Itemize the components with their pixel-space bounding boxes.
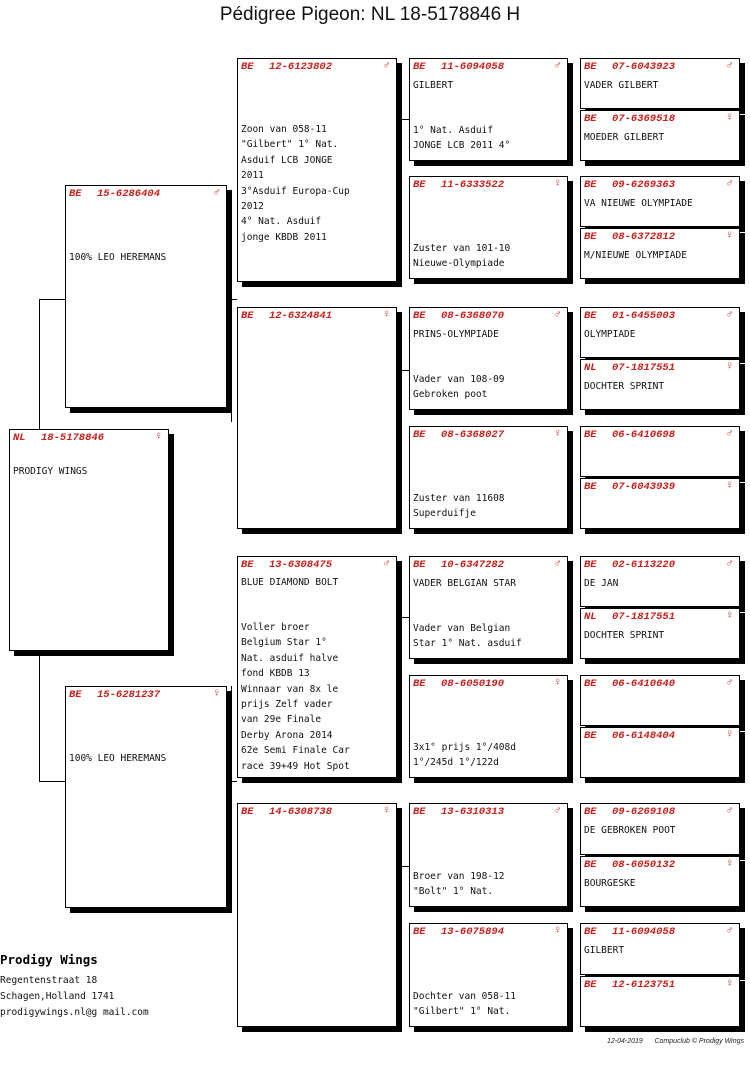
country-code: BE — [413, 678, 426, 690]
pedigree-card-gen4[interactable] — [580, 478, 740, 529]
ring-header — [241, 559, 390, 572]
pedigree-card-grandsire-paternal[interactable] — [237, 58, 397, 282]
pedigree-card-gen4[interactable] — [580, 856, 740, 907]
pigeon-name: PRODIGY WINGS — [13, 466, 88, 477]
female-symbol-icon: ♀ — [726, 480, 733, 492]
country-code: BE — [584, 559, 597, 571]
ring-number: 01-6455003 — [612, 310, 676, 322]
pigeon-name: BLUE DIAMOND BOLT — [241, 577, 339, 588]
country-code: BE — [584, 926, 597, 938]
country-code: BE — [241, 310, 254, 322]
ring-number: 11-6094058 — [441, 61, 505, 73]
pedigree-card-gen3[interactable] — [409, 803, 568, 907]
pedigree-card-gen4[interactable] — [580, 556, 740, 607]
pedigree-card-gen4[interactable] — [580, 675, 740, 726]
ring-header — [69, 689, 220, 702]
country-code: BE — [584, 231, 597, 243]
breeder-email: prodigywings.nl@g mail.com — [0, 1007, 149, 1018]
pigeon-name: DOCHTER SPRINT — [584, 381, 665, 392]
ring-header — [584, 730, 733, 743]
pigeon-name: 100% LEO HEREMANS — [69, 252, 167, 263]
pigeon-info: Broer van 198-12 "Bolt" 1° Nat. — [413, 871, 505, 898]
ring-number: 09-6269108 — [612, 806, 676, 818]
page-title: Pédigree Pigeon: NL 18-5178846 H — [219, 4, 521, 25]
ring-number: 12-6123751 — [612, 979, 676, 991]
female-symbol-icon: ♀ — [213, 688, 220, 700]
pigeon-name: VA NIEUWE OLYMPIADE — [584, 198, 693, 209]
ring-number: 11-6333522 — [441, 179, 505, 191]
male-symbol-icon: ♂ — [726, 558, 733, 570]
country-code: NL — [584, 362, 597, 374]
connector-line — [231, 282, 232, 422]
breeder-name: Prodigy Wings — [0, 952, 98, 967]
pigeon-name: 100% LEO HEREMANS — [69, 753, 167, 764]
pedigree-card-gen4[interactable] — [580, 426, 740, 477]
ring-number: 14-6308738 — [269, 806, 333, 818]
ring-header — [413, 179, 561, 192]
female-symbol-icon: ♀ — [726, 610, 733, 622]
country-code: BE — [413, 926, 426, 938]
male-symbol-icon: ♂ — [554, 309, 561, 321]
country-code: BE — [584, 179, 597, 191]
female-symbol-icon: ♀ — [383, 805, 390, 817]
pedigree-card-gen4[interactable] — [580, 110, 740, 161]
pedigree-card-gen3[interactable] — [409, 426, 568, 529]
male-symbol-icon: ♂ — [554, 805, 561, 817]
connector-line — [39, 299, 65, 300]
ring-header — [584, 806, 733, 819]
pigeon-name: PRINS-OLYMPIADE — [413, 329, 499, 340]
ring-header — [584, 61, 733, 74]
pedigree-card-gen3[interactable] — [409, 923, 568, 1027]
pedigree-card-gen4[interactable] — [580, 803, 740, 855]
ring-number: 13-6310313 — [441, 806, 505, 818]
pigeon-info: 3x1° prijs 1°/408d 1°/245d 1°/122d — [413, 742, 516, 769]
country-code: BE — [584, 481, 597, 493]
country-code: NL — [584, 611, 597, 623]
ring-number: 06-6148404 — [612, 730, 676, 742]
pedigree-card-gen4[interactable] — [580, 727, 740, 778]
male-symbol-icon: ♂ — [726, 178, 733, 190]
pigeon-info: Zoon van 058-11 "Gilbert" 1° Nat. Asduif LCB JONGE 2011 3°Asduif Europa-Cup 2012 4° Nat. Asduif jonge KBDB 2011 — [241, 124, 350, 243]
ring-number: 07-6043939 — [612, 481, 676, 493]
pigeon-name: VADER GILBERT — [584, 80, 659, 91]
ring-number: 08-6368070 — [441, 310, 505, 322]
ring-number: 06-6410640 — [612, 678, 676, 690]
country-code: NL — [13, 432, 26, 444]
country-code: BE — [584, 113, 597, 125]
ring-header — [584, 926, 733, 939]
ring-header — [584, 310, 733, 323]
print-date: 12-04-2019 — [606, 1038, 643, 1045]
pedigree-card-granddam-paternal[interactable] — [237, 307, 397, 529]
country-code: BE — [241, 61, 254, 73]
connector-line — [39, 781, 65, 782]
pedigree-card-gen3[interactable] — [409, 58, 568, 161]
ring-number: 08-6050190 — [441, 678, 505, 690]
breeder-city: Schagen,Holland 1741 — [0, 991, 115, 1002]
male-symbol-icon: ♂ — [383, 558, 390, 570]
pedigree-card-gen3[interactable] — [409, 675, 568, 778]
pigeon-name: VADER BELGIAN STAR — [413, 578, 516, 589]
ring-header — [584, 979, 733, 992]
ring-number: 08-6368027 — [441, 429, 505, 441]
ring-header — [584, 362, 733, 375]
pedigree-card-gen4[interactable] — [580, 608, 740, 659]
male-symbol-icon: ♂ — [726, 309, 733, 321]
pedigree-card-gen3[interactable] — [409, 176, 568, 279]
ring-number: 18-5178846 — [41, 432, 105, 444]
country-code: BE — [584, 61, 597, 73]
connector-line — [401, 370, 409, 371]
female-symbol-icon: ♀ — [726, 858, 733, 870]
ring-number: 09-6269363 — [612, 179, 676, 191]
female-symbol-icon: ♀ — [726, 361, 733, 373]
ring-number: 15-6281237 — [97, 689, 161, 701]
ring-header — [413, 61, 561, 74]
connector-line — [39, 299, 40, 430]
ring-number: 07-6369518 — [612, 113, 676, 125]
female-symbol-icon: ♀ — [554, 428, 561, 440]
pigeon-info: Vader van 108-09 Gebroken poot — [413, 374, 505, 401]
ring-header — [413, 926, 561, 939]
female-symbol-icon: ♀ — [726, 729, 733, 741]
male-symbol-icon: ♂ — [554, 558, 561, 570]
country-code: BE — [241, 806, 254, 818]
pedigree-card-dam[interactable] — [65, 686, 227, 908]
male-symbol-icon: ♂ — [383, 60, 390, 72]
country-code: BE — [241, 559, 254, 571]
pedigree-card-gen4[interactable] — [580, 58, 740, 109]
country-code: BE — [413, 61, 426, 73]
ring-number: 08-6372812 — [612, 231, 676, 243]
connector-line — [231, 686, 232, 816]
ring-number: 07-1817551 — [612, 611, 676, 623]
pigeon-name: DE JAN — [584, 578, 619, 589]
pigeon-info: Dochter van 058-11 "Gilbert" 1° Nat. — [413, 991, 516, 1018]
female-symbol-icon: ♀ — [155, 431, 162, 443]
breeder-info — [0, 952, 230, 1021]
country-code: BE — [413, 310, 426, 322]
country-code: BE — [413, 179, 426, 191]
ring-header — [241, 61, 390, 74]
ring-number: 11-6094058 — [612, 926, 676, 938]
pedigree-card-subject[interactable] — [9, 429, 169, 651]
country-code: BE — [584, 806, 597, 818]
ring-header — [584, 179, 733, 192]
ring-number: 06-6410698 — [612, 429, 676, 441]
female-symbol-icon: ♀ — [554, 178, 561, 190]
pigeon-name: BOURGESKE — [584, 878, 636, 889]
male-symbol-icon: ♂ — [213, 187, 220, 199]
pigeon-info: Voller broer Belgium Star 1° Nat. asduif halve fond KBDB 13 Winnaar van 8x le prijs Zelf vader van 29e Finale Derby Arona 2014 62e Semi Finale Car race 39+49 Hot Spot — [241, 622, 350, 772]
pedigree-card-sire[interactable] — [65, 185, 227, 408]
pigeon-name: OLYMPIADE — [584, 329, 636, 340]
ring-header — [413, 310, 561, 323]
pigeon-name: DE GEBROKEN POOT — [584, 825, 676, 836]
country-code: BE — [413, 559, 426, 571]
ring-number: 15-6286404 — [97, 188, 161, 200]
ring-header — [413, 678, 561, 691]
pigeon-name: M/NIEUWE OLYMPIADE — [584, 250, 687, 261]
country-code: BE — [584, 678, 597, 690]
male-symbol-icon: ♂ — [726, 60, 733, 72]
pigeon-info: Zuster van 11608 Superduifje — [413, 493, 505, 520]
ring-number: 13-6075894 — [441, 926, 505, 938]
pedigree-card-granddam-maternal[interactable] — [237, 803, 397, 1027]
female-symbol-icon: ♀ — [383, 309, 390, 321]
country-code: BE — [413, 429, 426, 441]
ring-header — [584, 481, 733, 494]
pedigree-card-grandsire-maternal[interactable] — [237, 556, 397, 778]
female-symbol-icon: ♀ — [726, 112, 733, 124]
pigeon-info: 1° Nat. Asduif JONGE LCB 2011 4° — [413, 125, 511, 152]
pigeon-info: Vader van Belgian Star 1° Nat. asduif — [413, 623, 522, 650]
ring-number: 13-6308475 — [269, 559, 333, 571]
ring-number: 08-6050132 — [612, 859, 676, 871]
copyright-credit: Compuclub © Prodigy Wings — [654, 1038, 744, 1045]
country-code: BE — [413, 806, 426, 818]
ring-header — [13, 432, 162, 445]
male-symbol-icon: ♂ — [726, 428, 733, 440]
ring-header — [584, 113, 733, 126]
country-code: BE — [584, 429, 597, 441]
country-code: BE — [584, 859, 597, 871]
ring-header — [413, 429, 561, 442]
pedigree-card-gen4[interactable] — [580, 976, 740, 1027]
ring-number: 12-6324841 — [269, 310, 333, 322]
breeder-street: Regentenstraat 18 — [0, 975, 98, 986]
ring-header — [413, 806, 561, 819]
connector-line — [227, 781, 237, 782]
ring-header — [584, 429, 733, 442]
pedigree-card-gen3[interactable] — [409, 556, 568, 659]
pigeon-name: DOCHTER SPRINT — [584, 630, 665, 641]
ring-number: 07-6043923 — [612, 61, 676, 73]
ring-header — [69, 188, 220, 201]
ring-header — [584, 678, 733, 691]
ring-header — [241, 806, 390, 819]
pedigree-card-gen4[interactable] — [580, 923, 740, 975]
female-symbol-icon: ♀ — [554, 677, 561, 689]
pedigree-card-gen4[interactable] — [580, 359, 740, 410]
ring-header — [584, 231, 733, 244]
ring-number: 07-1817551 — [612, 362, 676, 374]
connector-line — [401, 617, 409, 618]
footer — [607, 1038, 744, 1045]
country-code: BE — [69, 188, 82, 200]
connector-line — [39, 651, 40, 781]
ring-header — [241, 310, 390, 323]
ring-header — [584, 859, 733, 872]
male-symbol-icon: ♂ — [554, 60, 561, 72]
ring-number: 02-6113220 — [612, 559, 676, 571]
ring-header — [584, 611, 733, 624]
male-symbol-icon: ♂ — [726, 805, 733, 817]
connector-line — [227, 299, 237, 300]
female-symbol-icon: ♀ — [726, 230, 733, 242]
pedigree-card-gen3[interactable] — [409, 307, 568, 410]
pedigree-card-gen4[interactable] — [580, 228, 740, 279]
female-symbol-icon: ♀ — [554, 925, 561, 937]
country-code: BE — [584, 310, 597, 322]
connector-line — [401, 119, 409, 120]
connector-line — [401, 866, 409, 867]
male-symbol-icon: ♂ — [726, 677, 733, 689]
country-code: BE — [584, 979, 597, 991]
pedigree-card-gen4[interactable] — [580, 176, 740, 227]
pigeon-name: GILBERT — [584, 945, 625, 956]
male-symbol-icon: ♂ — [726, 925, 733, 937]
ring-number: 12-6123802 — [269, 61, 333, 73]
female-symbol-icon: ♀ — [726, 978, 733, 990]
pigeon-info: Zuster van 101-10 Nieuwe-Olympiade — [413, 243, 511, 270]
pigeon-name: MOEDER GILBERT — [584, 132, 665, 143]
country-code: BE — [584, 730, 597, 742]
pedigree-card-gen4[interactable] — [580, 307, 740, 358]
ring-header — [413, 559, 561, 572]
pigeon-name: GILBERT — [413, 80, 454, 91]
ring-number: 10-6347282 — [441, 559, 505, 571]
country-code: BE — [69, 689, 82, 701]
ring-header — [584, 559, 733, 572]
